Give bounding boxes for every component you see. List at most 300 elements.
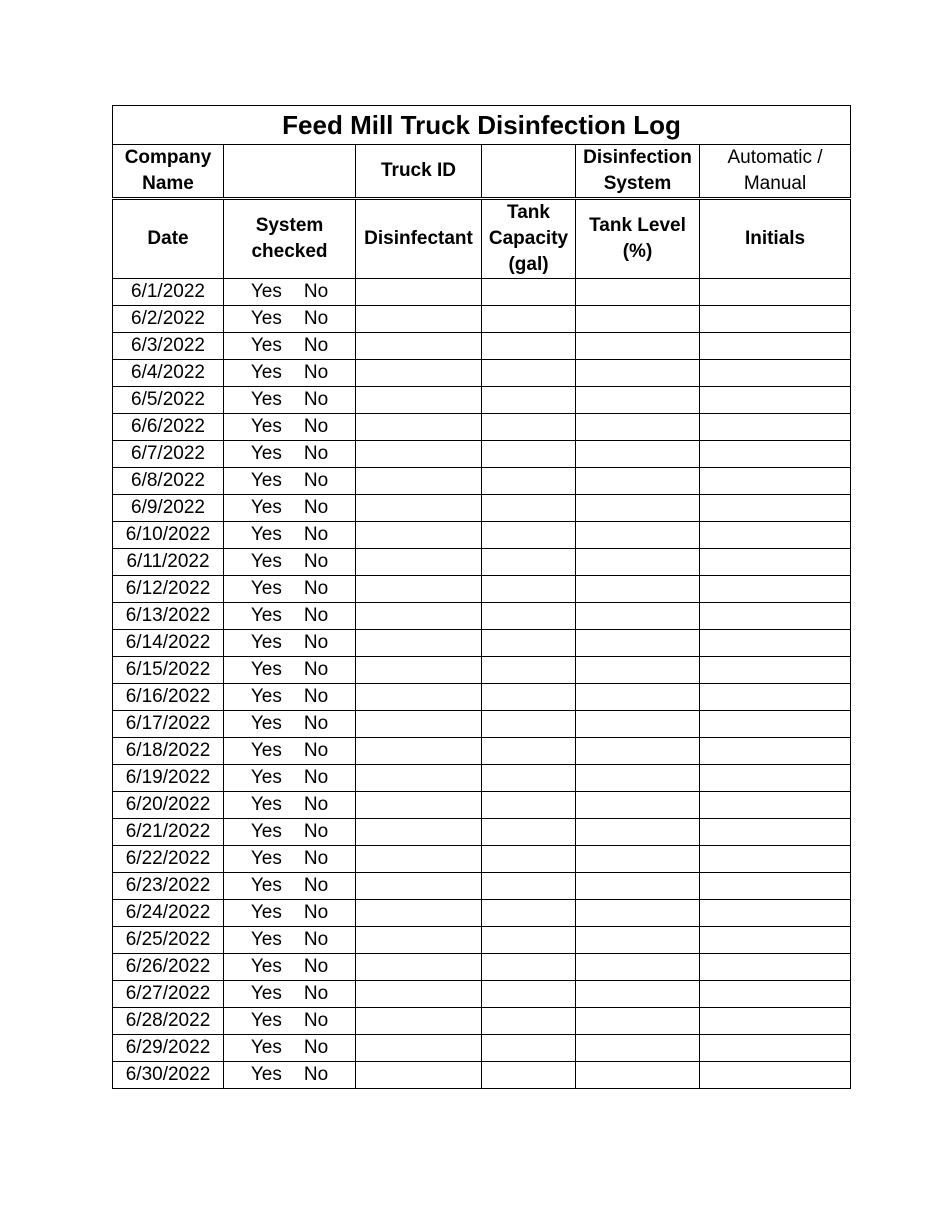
tank-level-cell[interactable]	[576, 306, 700, 333]
tank-capacity-cell[interactable]	[482, 603, 576, 630]
initials-cell[interactable]	[700, 1035, 851, 1062]
yes-no-options	[224, 875, 355, 897]
disinfectant-cell[interactable]	[356, 630, 482, 657]
column-header-date: Date	[113, 199, 224, 279]
no-option[interactable]: No	[303, 902, 329, 923]
row-date: 6/29/2022	[113, 1035, 224, 1062]
no-option[interactable]: No	[303, 1037, 329, 1058]
disinfectant-cell[interactable]	[356, 954, 482, 981]
no-option[interactable]: No	[303, 335, 329, 356]
system-checked-cell	[224, 792, 356, 819]
disinfectant-cell[interactable]	[356, 738, 482, 765]
yes-option[interactable]: Yes	[250, 821, 282, 842]
disinfectant-cell[interactable]	[356, 792, 482, 819]
tank-level-cell[interactable]	[576, 1035, 700, 1062]
table-row	[113, 873, 851, 900]
row-date: 6/8/2022	[113, 468, 224, 495]
row-date: 6/22/2022	[113, 846, 224, 873]
initials-cell[interactable]	[700, 279, 851, 306]
tank-level-cell[interactable]	[576, 522, 700, 549]
tank-level-cell[interactable]	[576, 657, 700, 684]
row-date: 6/19/2022	[113, 765, 224, 792]
table-row	[113, 738, 851, 765]
no-option[interactable]: No	[303, 470, 329, 491]
no-option[interactable]: No	[303, 929, 329, 950]
tank-level-cell[interactable]	[576, 495, 700, 522]
yes-option[interactable]: Yes	[250, 389, 282, 410]
no-option[interactable]: No	[303, 524, 329, 545]
column-header-tank-level: Tank Level (%)	[576, 199, 700, 279]
row-date: 6/30/2022	[113, 1062, 224, 1089]
disinfectant-cell[interactable]	[356, 765, 482, 792]
disinfectant-cell[interactable]	[356, 549, 482, 576]
system-checked-cell	[224, 765, 356, 792]
initials-cell[interactable]	[700, 765, 851, 792]
yes-no-options	[224, 1064, 355, 1086]
yes-no-options	[224, 605, 355, 627]
tank-level-cell[interactable]	[576, 684, 700, 711]
tank-capacity-cell[interactable]	[482, 306, 576, 333]
row-date: 6/2/2022	[113, 306, 224, 333]
row-date: 6/1/2022	[113, 279, 224, 306]
system-checked-cell	[224, 306, 356, 333]
yes-option[interactable]: Yes	[250, 308, 282, 329]
tank-level-cell[interactable]	[576, 333, 700, 360]
table-row	[113, 306, 851, 333]
tank-capacity-cell[interactable]	[482, 792, 576, 819]
disinfectant-cell[interactable]	[356, 1008, 482, 1035]
tank-capacity-cell[interactable]	[482, 846, 576, 873]
table-row	[113, 279, 851, 306]
info-row	[113, 145, 851, 199]
initials-cell[interactable]	[700, 981, 851, 1008]
tank-level-cell[interactable]	[576, 765, 700, 792]
row-date: 6/25/2022	[113, 927, 224, 954]
no-option[interactable]: No	[303, 740, 329, 761]
yes-no-options	[224, 416, 355, 438]
no-option[interactable]: No	[303, 1064, 329, 1085]
tank-level-cell[interactable]	[576, 576, 700, 603]
no-option[interactable]: No	[303, 551, 329, 572]
yes-option[interactable]: Yes	[250, 551, 282, 572]
table-row	[113, 495, 851, 522]
initials-cell[interactable]	[700, 441, 851, 468]
no-option[interactable]: No	[303, 659, 329, 680]
yes-no-options	[224, 794, 355, 816]
initials-cell[interactable]	[700, 360, 851, 387]
no-option[interactable]: No	[303, 713, 329, 734]
tank-capacity-cell[interactable]	[482, 684, 576, 711]
initials-cell[interactable]	[700, 819, 851, 846]
row-date: 6/12/2022	[113, 576, 224, 603]
tank-level-cell[interactable]	[576, 873, 700, 900]
initials-cell[interactable]	[700, 846, 851, 873]
yes-option[interactable]: Yes	[250, 983, 282, 1004]
tank-level-cell[interactable]	[576, 1008, 700, 1035]
no-option[interactable]: No	[303, 308, 329, 329]
yes-option[interactable]: Yes	[250, 794, 282, 815]
row-date: 6/11/2022	[113, 549, 224, 576]
yes-option[interactable]: Yes	[250, 497, 282, 518]
tank-capacity-cell[interactable]	[482, 333, 576, 360]
no-option[interactable]: No	[303, 983, 329, 1004]
column-header-initials: Initials	[700, 199, 851, 279]
tank-capacity-cell[interactable]	[482, 360, 576, 387]
yes-option[interactable]: Yes	[250, 605, 282, 626]
tank-level-cell[interactable]	[576, 954, 700, 981]
tank-capacity-cell[interactable]	[482, 576, 576, 603]
disinfectant-cell[interactable]	[356, 873, 482, 900]
disinfection-system-value[interactable]: Automatic / Manual	[700, 145, 851, 199]
system-checked-cell	[224, 414, 356, 441]
initials-cell[interactable]	[700, 630, 851, 657]
table-row	[113, 900, 851, 927]
initials-cell[interactable]	[700, 873, 851, 900]
yes-option[interactable]: Yes	[250, 875, 282, 896]
initials-cell[interactable]	[700, 414, 851, 441]
yes-option[interactable]: Yes	[250, 1010, 282, 1031]
tank-level-cell[interactable]	[576, 549, 700, 576]
no-option[interactable]: No	[303, 632, 329, 653]
row-date: 6/24/2022	[113, 900, 224, 927]
table-row	[113, 576, 851, 603]
no-option[interactable]: No	[303, 875, 329, 896]
table-row	[113, 1035, 851, 1062]
disinfectant-cell[interactable]	[356, 846, 482, 873]
tank-capacity-cell[interactable]	[482, 900, 576, 927]
initials-cell[interactable]	[700, 333, 851, 360]
initials-cell[interactable]	[700, 684, 851, 711]
disinfectant-cell[interactable]	[356, 306, 482, 333]
row-date: 6/13/2022	[113, 603, 224, 630]
disinfectant-cell[interactable]	[356, 468, 482, 495]
yes-no-options	[224, 389, 355, 411]
yes-option[interactable]: Yes	[250, 902, 282, 923]
disinfectant-cell[interactable]	[356, 495, 482, 522]
no-option[interactable]: No	[303, 389, 329, 410]
yes-option[interactable]: Yes	[250, 281, 282, 302]
system-checked-cell	[224, 495, 356, 522]
initials-cell[interactable]	[700, 549, 851, 576]
yes-no-options	[224, 848, 355, 870]
tank-capacity-cell[interactable]	[482, 441, 576, 468]
disinfectant-cell[interactable]	[356, 414, 482, 441]
disinfectant-cell[interactable]	[356, 333, 482, 360]
yes-no-options	[224, 983, 355, 1005]
no-option[interactable]: No	[303, 443, 329, 464]
no-option[interactable]: No	[303, 281, 329, 302]
tank-capacity-cell[interactable]	[482, 1035, 576, 1062]
tank-capacity-cell[interactable]	[482, 1008, 576, 1035]
row-date: 6/7/2022	[113, 441, 224, 468]
yes-no-options	[224, 578, 355, 600]
tank-capacity-cell[interactable]	[482, 765, 576, 792]
row-date: 6/26/2022	[113, 954, 224, 981]
yes-option[interactable]: Yes	[250, 524, 282, 545]
yes-no-options	[224, 362, 355, 384]
initials-cell[interactable]	[700, 1008, 851, 1035]
table-row	[113, 1008, 851, 1035]
system-checked-cell	[224, 522, 356, 549]
initials-cell[interactable]	[700, 954, 851, 981]
disinfectant-cell[interactable]	[356, 900, 482, 927]
yes-option[interactable]: Yes	[250, 713, 282, 734]
tank-level-cell[interactable]	[576, 846, 700, 873]
disinfectant-cell[interactable]	[356, 981, 482, 1008]
tank-capacity-cell[interactable]	[482, 495, 576, 522]
yes-no-options	[224, 281, 355, 303]
tank-level-cell[interactable]	[576, 414, 700, 441]
tank-capacity-cell[interactable]	[482, 873, 576, 900]
tank-level-cell[interactable]	[576, 1062, 700, 1089]
disinfectant-cell[interactable]	[356, 387, 482, 414]
yes-option[interactable]: Yes	[250, 929, 282, 950]
system-checked-cell	[224, 576, 356, 603]
disinfectant-cell[interactable]	[356, 360, 482, 387]
tank-capacity-cell[interactable]	[482, 711, 576, 738]
system-checked-cell	[224, 927, 356, 954]
yes-option[interactable]: Yes	[250, 416, 282, 437]
row-date: 6/10/2022	[113, 522, 224, 549]
disinfectant-cell[interactable]	[356, 441, 482, 468]
yes-no-options	[224, 308, 355, 330]
tank-level-cell[interactable]	[576, 900, 700, 927]
yes-option[interactable]: Yes	[250, 686, 282, 707]
tank-capacity-cell[interactable]	[482, 927, 576, 954]
yes-option[interactable]: Yes	[250, 767, 282, 788]
initials-cell[interactable]	[700, 657, 851, 684]
tank-level-cell[interactable]	[576, 279, 700, 306]
no-option[interactable]: No	[303, 848, 329, 869]
disinfectant-cell[interactable]	[356, 684, 482, 711]
yes-no-options	[224, 767, 355, 789]
row-date: 6/18/2022	[113, 738, 224, 765]
column-header-tank-capacity: Tank Capacity (gal)	[482, 199, 576, 279]
no-option[interactable]: No	[303, 578, 329, 599]
tank-capacity-cell[interactable]	[482, 522, 576, 549]
no-option[interactable]: No	[303, 794, 329, 815]
truck-id-field[interactable]	[482, 145, 576, 199]
table-row	[113, 387, 851, 414]
system-checked-cell	[224, 1062, 356, 1089]
yes-no-options	[224, 713, 355, 735]
row-date: 6/6/2022	[113, 414, 224, 441]
table-row	[113, 954, 851, 981]
tank-capacity-cell[interactable]	[482, 1062, 576, 1089]
row-date: 6/21/2022	[113, 819, 224, 846]
disinfectant-cell[interactable]	[356, 279, 482, 306]
tank-level-cell[interactable]	[576, 927, 700, 954]
row-date: 6/20/2022	[113, 792, 224, 819]
company-name-field[interactable]	[224, 145, 356, 199]
table-row	[113, 630, 851, 657]
table-row	[113, 657, 851, 684]
initials-cell[interactable]	[700, 927, 851, 954]
tank-level-cell[interactable]	[576, 468, 700, 495]
column-header-disinfectant: Disinfectant	[356, 199, 482, 279]
initials-cell[interactable]	[700, 387, 851, 414]
column-header-row	[113, 199, 851, 279]
system-checked-cell	[224, 441, 356, 468]
yes-option[interactable]: Yes	[250, 632, 282, 653]
yes-option[interactable]: Yes	[250, 362, 282, 383]
table-row	[113, 549, 851, 576]
yes-no-options	[224, 659, 355, 681]
system-checked-cell	[224, 900, 356, 927]
no-option[interactable]: No	[303, 605, 329, 626]
disinfection-log-table	[112, 105, 851, 1089]
initials-cell[interactable]	[700, 900, 851, 927]
tank-capacity-cell[interactable]	[482, 549, 576, 576]
tank-capacity-cell[interactable]	[482, 819, 576, 846]
no-option[interactable]: No	[303, 416, 329, 437]
tank-capacity-cell[interactable]	[482, 468, 576, 495]
row-date: 6/14/2022	[113, 630, 224, 657]
yes-option[interactable]: Yes	[250, 659, 282, 680]
no-option[interactable]: No	[303, 956, 329, 977]
disinfection-system-label: Disinfection System	[576, 145, 700, 199]
tank-capacity-cell[interactable]	[482, 954, 576, 981]
tank-capacity-cell[interactable]	[482, 630, 576, 657]
title-row	[113, 106, 851, 145]
tank-level-cell[interactable]	[576, 738, 700, 765]
system-checked-cell	[224, 711, 356, 738]
disinfectant-cell[interactable]	[356, 819, 482, 846]
yes-option[interactable]: Yes	[250, 335, 282, 356]
no-option[interactable]: No	[303, 497, 329, 518]
initials-cell[interactable]	[700, 306, 851, 333]
table-row	[113, 360, 851, 387]
system-checked-cell	[224, 603, 356, 630]
yes-no-options	[224, 929, 355, 951]
tank-level-cell[interactable]	[576, 981, 700, 1008]
row-date: 6/28/2022	[113, 1008, 224, 1035]
yes-option[interactable]: Yes	[250, 1064, 282, 1085]
disinfectant-cell[interactable]	[356, 1035, 482, 1062]
disinfectant-cell[interactable]	[356, 927, 482, 954]
disinfectant-cell[interactable]	[356, 522, 482, 549]
system-checked-cell	[224, 657, 356, 684]
system-checked-cell	[224, 333, 356, 360]
yes-no-options	[224, 335, 355, 357]
system-checked-cell	[224, 360, 356, 387]
no-option[interactable]: No	[303, 362, 329, 383]
system-checked-cell	[224, 387, 356, 414]
yes-no-options	[224, 470, 355, 492]
system-checked-cell	[224, 684, 356, 711]
table-row	[113, 603, 851, 630]
yes-no-options	[224, 686, 355, 708]
yes-no-options	[224, 443, 355, 465]
initials-cell[interactable]	[700, 792, 851, 819]
tank-capacity-cell[interactable]	[482, 414, 576, 441]
table-row	[113, 765, 851, 792]
table-row	[113, 414, 851, 441]
row-date: 6/5/2022	[113, 387, 224, 414]
table-row	[113, 1062, 851, 1089]
system-checked-cell	[224, 1008, 356, 1035]
initials-cell[interactable]	[700, 711, 851, 738]
tank-capacity-cell[interactable]	[482, 279, 576, 306]
disinfectant-cell[interactable]	[356, 576, 482, 603]
column-header-system-checked: System checked	[224, 199, 356, 279]
no-option[interactable]: No	[303, 1010, 329, 1031]
table-row	[113, 846, 851, 873]
table-row	[113, 522, 851, 549]
tank-level-cell[interactable]	[576, 711, 700, 738]
row-date: 6/16/2022	[113, 684, 224, 711]
tank-level-cell[interactable]	[576, 819, 700, 846]
yes-option[interactable]: Yes	[250, 740, 282, 761]
initials-cell[interactable]	[700, 522, 851, 549]
page-title: Feed Mill Truck Disinfection Log	[113, 106, 851, 145]
initials-cell[interactable]	[700, 468, 851, 495]
yes-no-options	[224, 497, 355, 519]
yes-option[interactable]: Yes	[250, 470, 282, 491]
yes-option[interactable]: Yes	[250, 1037, 282, 1058]
tank-level-cell[interactable]	[576, 387, 700, 414]
disinfectant-cell[interactable]	[356, 603, 482, 630]
no-option[interactable]: No	[303, 821, 329, 842]
tank-level-cell[interactable]	[576, 360, 700, 387]
yes-no-options	[224, 632, 355, 654]
table-row	[113, 684, 851, 711]
tank-capacity-cell[interactable]	[482, 738, 576, 765]
table-row	[113, 792, 851, 819]
system-checked-cell	[224, 549, 356, 576]
yes-no-options	[224, 902, 355, 924]
yes-option[interactable]: Yes	[250, 848, 282, 869]
yes-option[interactable]: Yes	[250, 578, 282, 599]
system-checked-cell	[224, 279, 356, 306]
yes-option[interactable]: Yes	[250, 443, 282, 464]
row-date: 6/23/2022	[113, 873, 224, 900]
row-date: 6/3/2022	[113, 333, 224, 360]
disinfectant-cell[interactable]	[356, 657, 482, 684]
initials-cell[interactable]	[700, 576, 851, 603]
system-checked-cell	[224, 954, 356, 981]
yes-no-options	[224, 1037, 355, 1059]
tank-level-cell[interactable]	[576, 630, 700, 657]
tank-capacity-cell[interactable]	[482, 387, 576, 414]
yes-option[interactable]: Yes	[250, 956, 282, 977]
initials-cell[interactable]	[700, 738, 851, 765]
tank-capacity-cell[interactable]	[482, 657, 576, 684]
yes-no-options	[224, 956, 355, 978]
initials-cell[interactable]	[700, 603, 851, 630]
initials-cell[interactable]	[700, 1062, 851, 1089]
table-row	[113, 981, 851, 1008]
disinfectant-cell[interactable]	[356, 711, 482, 738]
table-row	[113, 441, 851, 468]
no-option[interactable]: No	[303, 767, 329, 788]
system-checked-cell	[224, 981, 356, 1008]
row-date: 6/27/2022	[113, 981, 224, 1008]
tank-level-cell[interactable]	[576, 603, 700, 630]
tank-level-cell[interactable]	[576, 792, 700, 819]
tank-level-cell[interactable]	[576, 441, 700, 468]
yes-no-options	[224, 821, 355, 843]
table-row	[113, 819, 851, 846]
no-option[interactable]: No	[303, 686, 329, 707]
system-checked-cell	[224, 738, 356, 765]
disinfectant-cell[interactable]	[356, 1062, 482, 1089]
tank-capacity-cell[interactable]	[482, 981, 576, 1008]
row-date: 6/9/2022	[113, 495, 224, 522]
initials-cell[interactable]	[700, 495, 851, 522]
yes-no-options	[224, 1010, 355, 1032]
table-row	[113, 711, 851, 738]
